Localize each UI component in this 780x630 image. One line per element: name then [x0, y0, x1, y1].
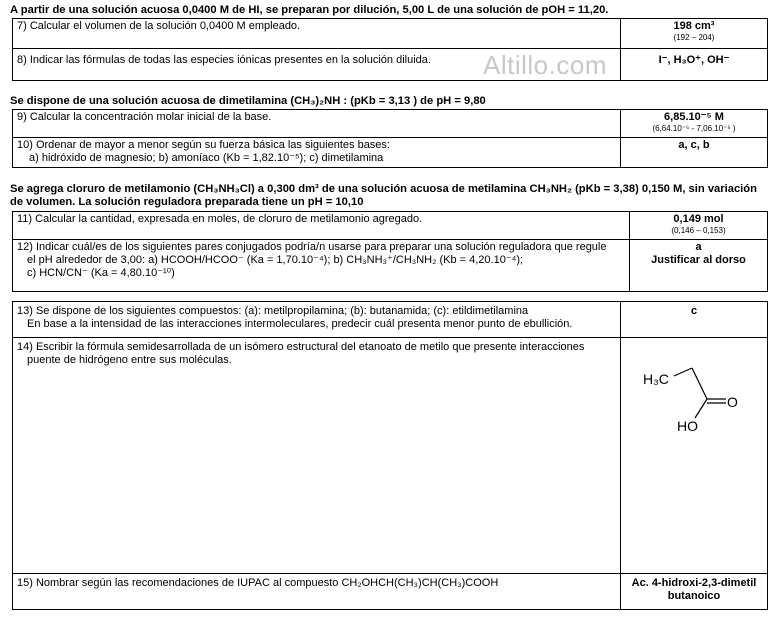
q12-question-line3: c) HCN/CN⁻ (Ka = 4,80.10⁻¹⁰): [27, 267, 175, 279]
q15-answer-line2: butanoico: [667, 590, 721, 602]
q11-question: 11) Calcular la cantidad, expresada en moles, de cloruro de metilamonio agregado.: [13, 212, 630, 240]
q13-question-line2: En base a la intensidad de las interacciones intermoleculares, predecir cuál presenta menor punto de ebullición.: [27, 318, 573, 330]
section3-header-line1: Se agrega cloruro de metilamonio (CH₃NH₃Cl) a 0,300 dm³ de una solución acuosa de metilamina CH₃NH₂ (pKb = 3,38) 0,150 M, sin variación: [10, 183, 757, 195]
q10-answer: a, c, b: [621, 138, 768, 168]
q13-answer: c: [621, 302, 768, 338]
q13-question-line1: 13) Se dispone de los siguientes compuestos: (a): metilpropilamina; (b): butanamida; (c): etildimetilamina: [17, 305, 529, 317]
section2-table: [12, 109, 768, 168]
oxygen-label: O: [727, 394, 738, 410]
q8-question: 8) Indicar las fórmulas de todas las especies iónicas presentes en la solución diluida.: [13, 49, 621, 81]
q15-answer: [621, 574, 768, 610]
q8-answer: I⁻, H₃O⁺, OH⁻: [621, 49, 768, 81]
section3-table: [12, 211, 768, 292]
q12-answer-line2: Justificar al dorso: [651, 254, 746, 266]
propanoic-acid-structure: [640, 362, 760, 442]
q11-answer: [630, 212, 768, 240]
q10-question-line1: 10) Ordenar de mayor a menor según su fuerza básica las siguientes bases:: [17, 139, 390, 151]
section2-header: Se dispone de una solución acuosa de dimetilamina (CH₃)₂NH : (pKb = 3,13 ) de pH = 9,80: [10, 95, 486, 107]
q15-answer-line1: Ac. 4-hidroxi-2,3-dimetil: [631, 577, 757, 589]
q7-answer-value: 198 cm³: [673, 20, 715, 32]
q12-question-line2: el pH alrededor de 3,00: a) HCOOH/HCOO⁻ (Ka = 1,70.10⁻⁴); b) CH₃NH₃⁺/CH₃NH₂ (Kb = 4,20.10⁻⁴);: [27, 254, 524, 266]
bond-1: [674, 368, 692, 376]
bond-3: [695, 399, 707, 418]
q10-question-line2: a) hidróxido de magnesio; b) amoníaco (Kb = 1,82.10⁻⁵); c) dimetilamina: [29, 152, 384, 164]
q7-answer: [621, 19, 768, 49]
section1-table: [12, 18, 768, 81]
bond-2: [692, 368, 707, 399]
q12-question-line1: 12) Indicar cuál/es de los siguientes pares conjugados podría/n usarse para preparar una solución reguladora que regule: [17, 241, 607, 253]
q9-answer: [621, 110, 768, 138]
q14-question-line2: puente de hidrógeno entre sus moléculas.: [27, 354, 232, 366]
q13-question: [13, 302, 621, 338]
q11-range: (0,146 – 0,153): [671, 226, 726, 235]
q7-range: (192 – 204): [673, 33, 715, 42]
q9-answer-value: 6,85.10⁻⁵ M: [664, 111, 724, 123]
q10-question: [13, 138, 621, 168]
q14-question: [13, 338, 621, 574]
q9-question: 9) Calcular la concentración molar inicial de la base.: [13, 110, 621, 138]
q9-range: (6,64.10⁻⁵ - 7,06.10⁻⁵ ): [652, 124, 736, 133]
ch3-label: H₃C: [643, 371, 669, 387]
q12-answer-line1: a: [695, 241, 702, 253]
section3-header-line2: de volumen. La solución reguladora preparada tiene un pH = 10,10: [10, 196, 364, 208]
q12-answer: [630, 240, 768, 292]
q11-answer-value: 0,149 mol: [673, 213, 724, 225]
section4-table: [12, 301, 768, 610]
q14-question-line1: 14) Escribir la fórmula semidesarrollada de un isómero estructural del etanoato de metilo que presente interacciones: [17, 341, 585, 353]
q7-question: 7) Calcular el volumen de la solución 0,0400 M empleado.: [13, 19, 621, 49]
q12-question: [13, 240, 630, 292]
watermark-logo: Altillo.com: [483, 50, 607, 80]
hydroxyl-label: HO: [677, 418, 698, 434]
q15-question: 15) Nombrar según las recomendaciones de IUPAC al compuesto CH₂OHCH(CH₃)CH(CH₃)COOH: [13, 574, 621, 610]
section1-header: A partir de una solución acuosa 0,0400 M de HI, se preparan por dilución, 5,00 L de una solución de pOH = 11,20.: [10, 4, 609, 16]
